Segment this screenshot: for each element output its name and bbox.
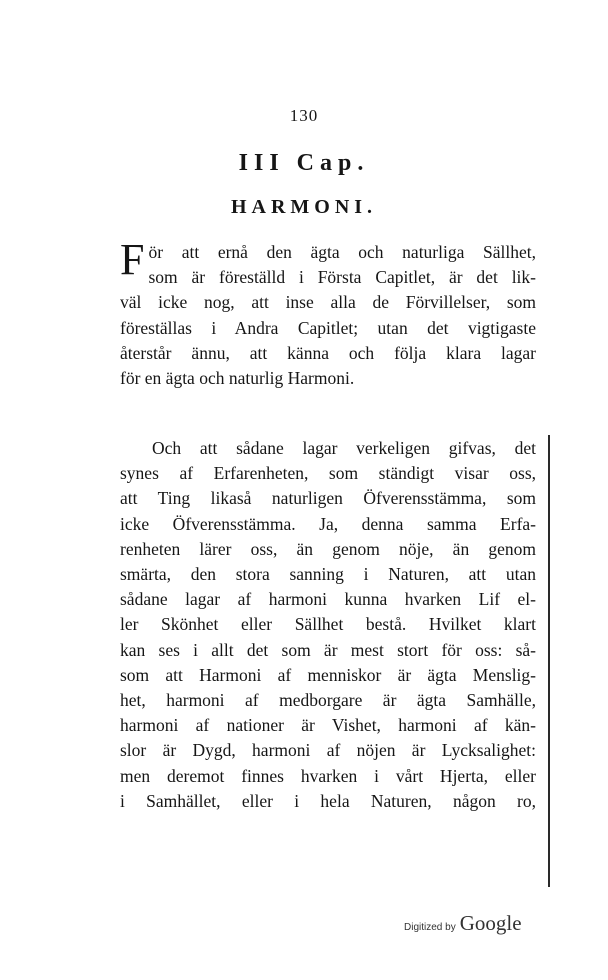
chapter-heading: III Cap.: [238, 150, 370, 176]
text-line: men deremot finnes hvarken i vårt Hjerta, eller: [120, 765, 536, 786]
text-line: i Samhället, eller i hela Naturen, någon ro,: [120, 790, 536, 811]
text-line: föreställas i Andra Capitlet; utan det vigtigaste: [120, 317, 536, 338]
text-line: som att Harmoni af menniskor är ägta Menslig-: [120, 664, 536, 685]
paragraph-1: [120, 235, 536, 391]
google-logo: Google: [459, 911, 522, 935]
text-line: slor är Dygd, harmoni af nöjen är Lycksalighet:: [120, 740, 536, 761]
text-line: smärta, den stora sanning i Naturen, att utan: [120, 564, 536, 585]
drop-cap: F: [120, 235, 145, 284]
text-line: synes af Erfarenheten, som ständigt visar oss,: [120, 463, 536, 484]
digitized-footer: [404, 911, 522, 936]
text-line: renheten lärer oss, än genom nöje, än genom: [120, 538, 536, 559]
text-line: harmoni af nationer är Vishet, harmoni af kän-: [120, 715, 536, 736]
section-title: HARMONI.: [230, 196, 378, 218]
text-line: icke Öfverensstämma. Ja, denna samma Erfa-: [120, 513, 536, 534]
page-number: 130: [289, 106, 319, 125]
digitized-by-label: Digitized by: [404, 922, 456, 933]
text-line: het, harmoni af medborgare är ägta Samhälle,: [120, 690, 536, 711]
text-line: Och att sådane lagar verkeligen gifvas, det: [152, 438, 536, 458]
gutter-shadow-line: [548, 435, 550, 887]
text-line: sådane lagar af harmoni kunna hvarken Lif el-: [120, 589, 536, 610]
text-line: återstår ännu, att känna och följa klara lagar: [120, 342, 536, 363]
paragraph-2: [120, 436, 536, 814]
text-line: att Ting likaså naturligen Öfverensstämma, som: [120, 488, 536, 509]
text-line: kan ses i allt det som är mest stort för oss: så-: [120, 639, 536, 660]
text-line: för en ägta och naturlig Harmoni.: [120, 368, 355, 389]
text-line: som är föreställd i Första Capitlet, är det lik-: [148, 267, 536, 288]
text-line: ler Skönhet eller Sällhet bestå. Hvilket klart: [120, 614, 536, 635]
text-line: ör att ernå den ägta och naturliga Sällhet,: [148, 242, 536, 262]
text-line: väl icke nog, att inse alla de Förvillelser, som: [120, 292, 536, 313]
